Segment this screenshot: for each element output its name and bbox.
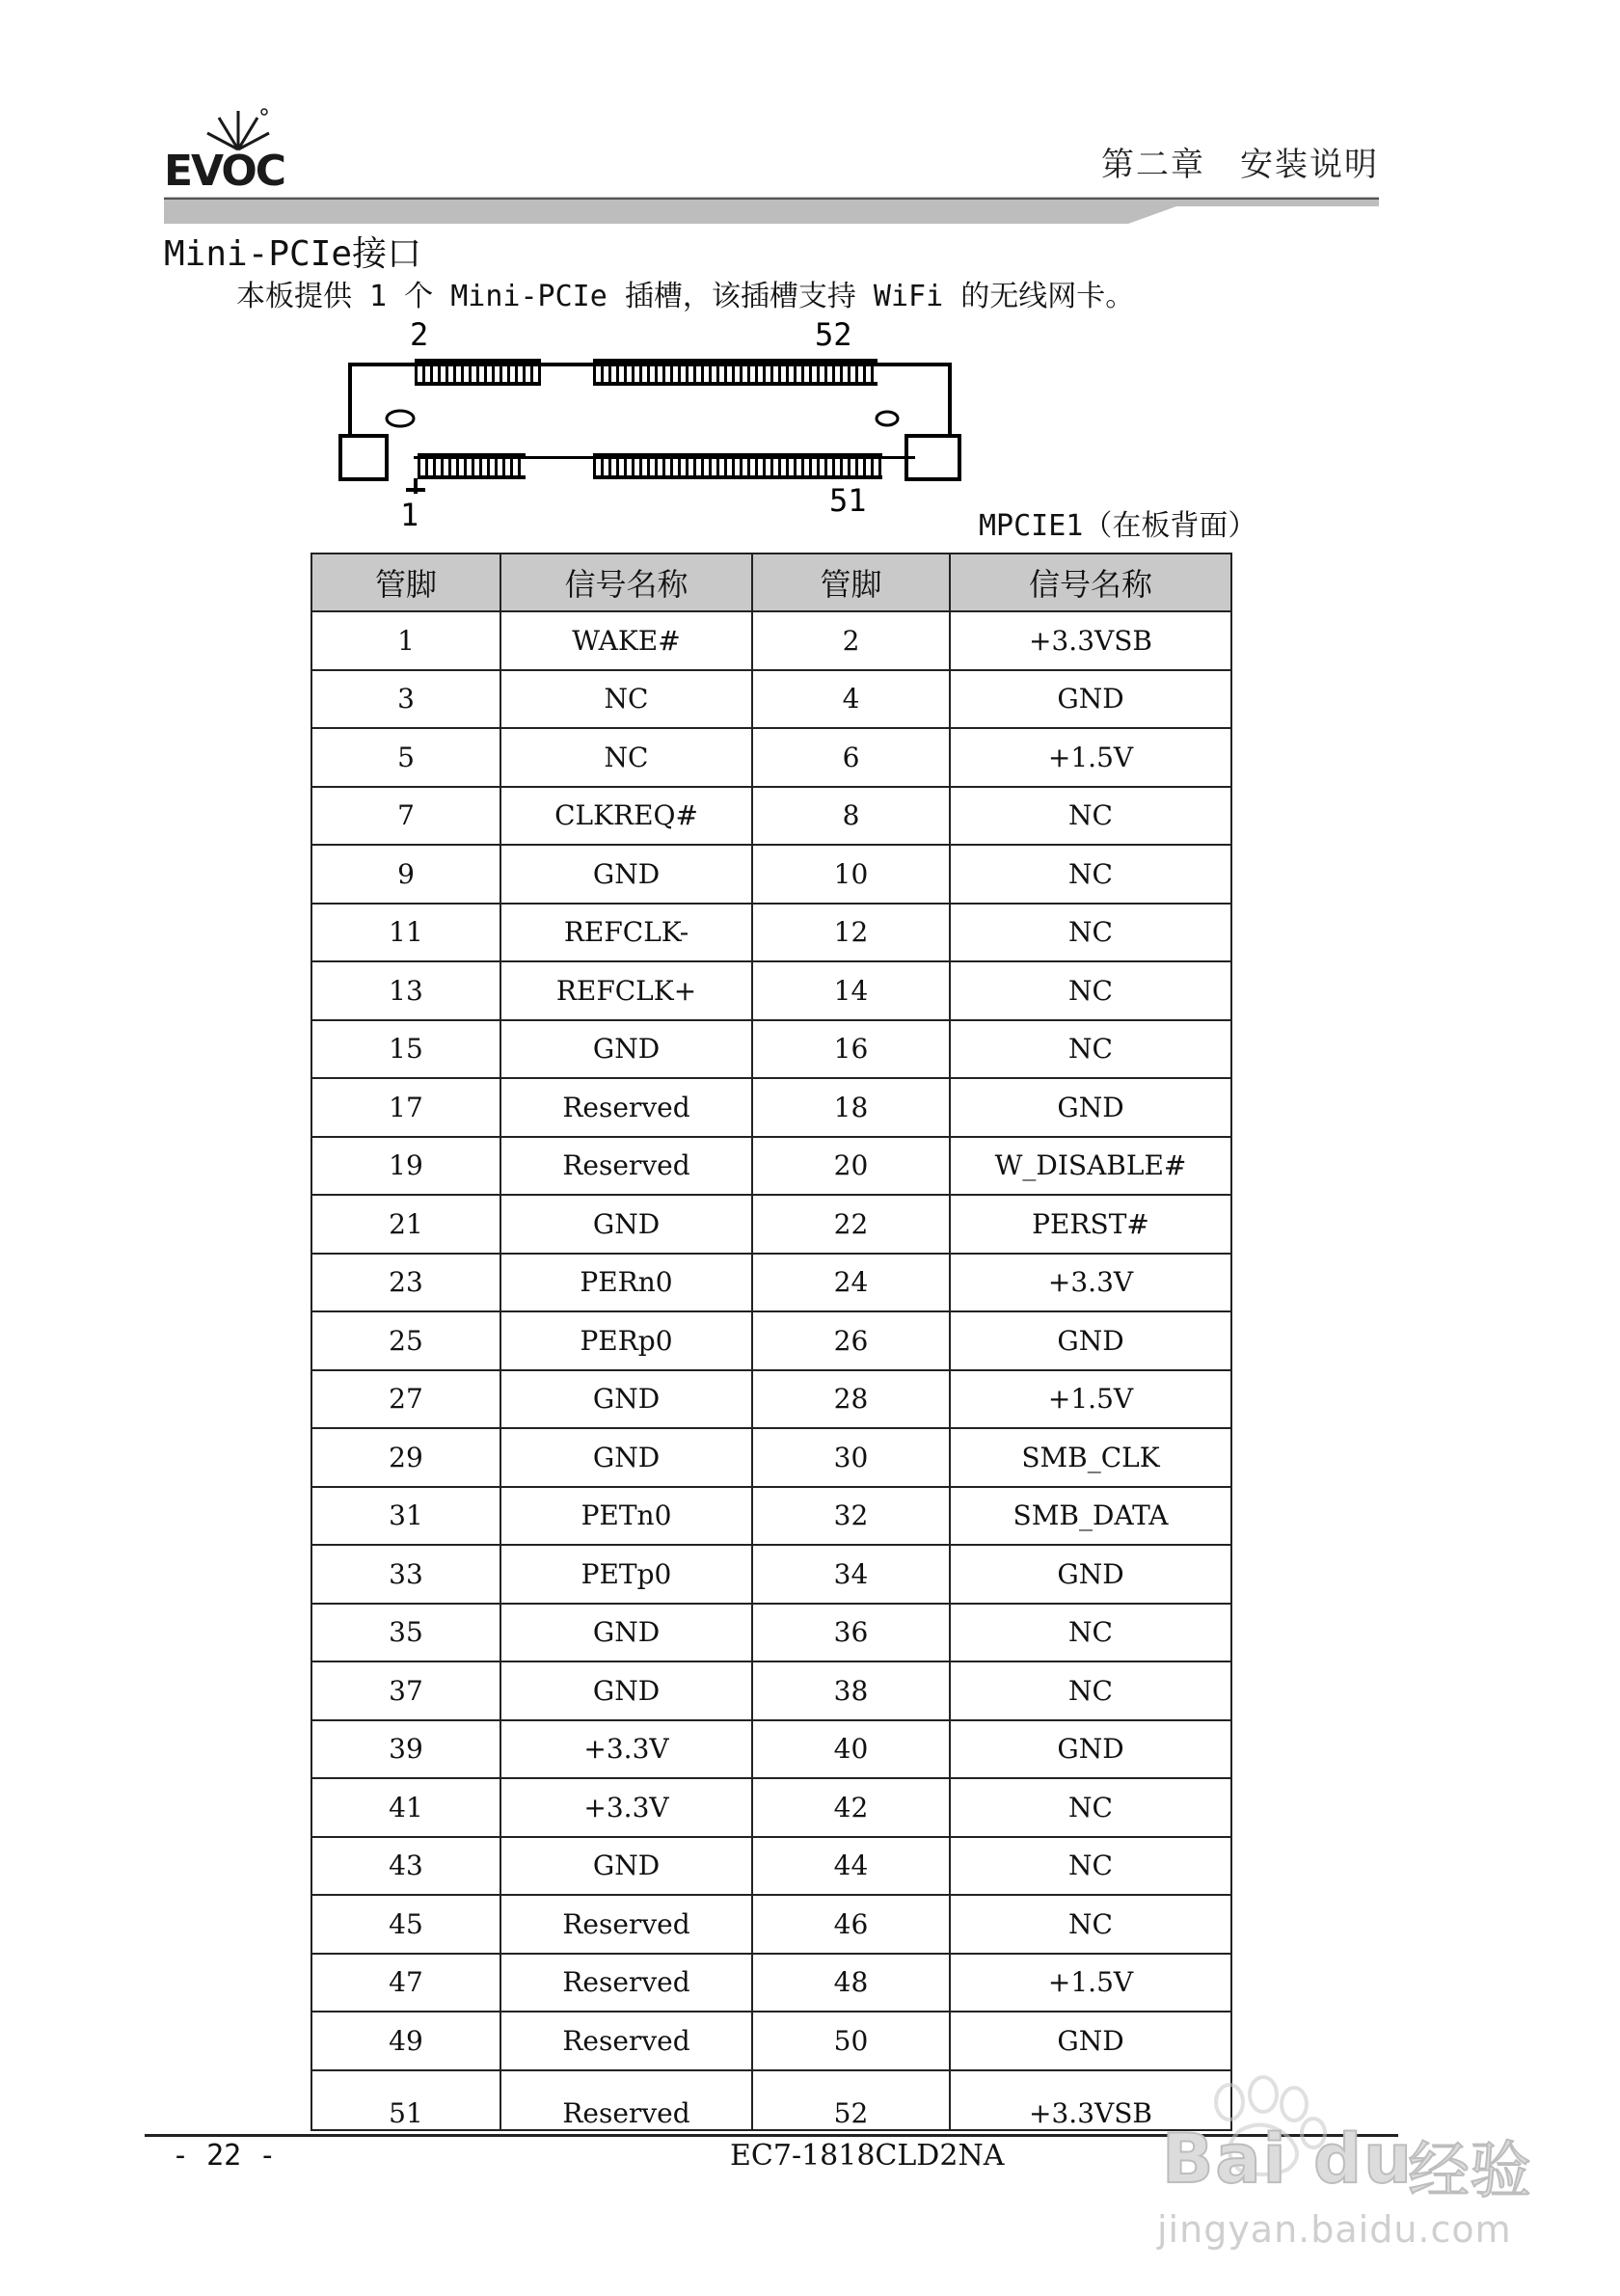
signal-name-cell: PERp0 xyxy=(500,1311,752,1370)
pin-number-cell: 51 xyxy=(311,2070,500,2130)
signal-name-cell: PETp0 xyxy=(500,1545,752,1604)
pin-number-cell: 11 xyxy=(311,904,500,962)
signal-name-cell: REFCLK+ xyxy=(500,961,752,1020)
table-row xyxy=(311,670,1231,729)
pin-number-cell: 9 xyxy=(311,845,500,904)
pin-number-cell: 32 xyxy=(752,1487,950,1546)
pin-number-cell: 49 xyxy=(311,2012,500,2070)
signal-name-cell: Reserved xyxy=(500,2012,752,2070)
signal-name-cell: NC xyxy=(950,1837,1231,1896)
table-row xyxy=(311,1428,1231,1487)
pin-number-cell: 21 xyxy=(311,1195,500,1254)
table-row xyxy=(311,1778,1231,1837)
table-row xyxy=(311,787,1231,846)
table-header-row xyxy=(311,554,1231,611)
signal-name-cell: GND xyxy=(500,1195,752,1254)
pin-number-cell: 25 xyxy=(311,1311,500,1370)
signal-name-cell: GND xyxy=(500,1020,752,1079)
signal-name-cell: +1.5V xyxy=(950,1954,1231,2012)
signal-name-cell: +1.5V xyxy=(950,728,1231,787)
table-row xyxy=(311,1020,1231,1079)
pin-number-cell: 12 xyxy=(752,904,950,962)
signal-name-cell: Reserved xyxy=(500,1895,752,1954)
table-row xyxy=(311,961,1231,1020)
signal-name-cell: NC xyxy=(950,1604,1231,1662)
signal-name-cell: GND xyxy=(500,1604,752,1662)
table-row xyxy=(311,1078,1231,1137)
signal-name-cell: GND xyxy=(500,1837,752,1896)
label-pin-51: 51 xyxy=(829,482,867,519)
signal-name-cell: REFCLK- xyxy=(500,904,752,962)
table-row xyxy=(311,1837,1231,1896)
pin-number-cell: 15 xyxy=(311,1020,500,1079)
signal-name-cell: NC xyxy=(500,728,752,787)
top-pin-row xyxy=(415,359,878,386)
header-pin: 管脚 xyxy=(311,554,500,611)
table-row xyxy=(311,904,1231,962)
table-row xyxy=(311,1545,1231,1604)
pin-number-cell: 46 xyxy=(752,1895,950,1954)
table-row xyxy=(311,2070,1231,2130)
pin-number-cell: 2 xyxy=(752,611,950,670)
signal-name-cell: WAKE# xyxy=(500,611,752,670)
pin-number-cell: 44 xyxy=(752,1837,950,1896)
table-row xyxy=(311,1954,1231,2012)
pin-number-cell: 17 xyxy=(311,1078,500,1137)
pin-number-cell: 52 xyxy=(752,2070,950,2130)
logo-text: EVOC xyxy=(164,147,285,196)
label-pin-2: 2 xyxy=(410,318,429,353)
signal-name-cell: Reserved xyxy=(500,1137,752,1196)
pin-number-cell: 13 xyxy=(311,961,500,1020)
signal-name-cell: Reserved xyxy=(500,1954,752,2012)
pin-number-cell: 34 xyxy=(752,1545,950,1604)
pin-number-cell: 43 xyxy=(311,1837,500,1896)
table-row xyxy=(311,2012,1231,2070)
signal-name-cell: GND xyxy=(950,670,1231,729)
pin-number-cell: 30 xyxy=(752,1428,950,1487)
connector-caption: MPCIE1（在板背面） xyxy=(979,509,1257,543)
pin-number-cell: 19 xyxy=(311,1137,500,1196)
signal-name-cell: SMB_CLK xyxy=(950,1428,1231,1487)
signal-name-cell: Reserved xyxy=(500,1078,752,1137)
label-pin-52: 52 xyxy=(815,318,852,353)
signal-name-cell: GND xyxy=(950,1720,1231,1779)
signal-name-cell: NC xyxy=(950,961,1231,1020)
watermark-url: jingyan.baidu.com xyxy=(1157,2208,1512,2251)
pin-number-cell: 27 xyxy=(311,1370,500,1429)
pin-number-cell: 1 xyxy=(311,611,500,670)
pin-number-cell: 18 xyxy=(752,1078,950,1137)
signal-name-cell: GND xyxy=(500,1428,752,1487)
pin-number-cell: 48 xyxy=(752,1954,950,2012)
pin-number-cell: 40 xyxy=(752,1720,950,1779)
intro-text: 本板提供 1 个 Mini-PCIe 插槽，该插槽支持 WiFi 的无线网卡。 xyxy=(236,280,1135,313)
mini-pcie-connector-diagram xyxy=(333,318,969,530)
header-signal: 信号名称 xyxy=(500,554,752,611)
signal-name-cell: GND xyxy=(950,1311,1231,1370)
signal-name-cell: PERST# xyxy=(950,1195,1231,1254)
left-latch xyxy=(340,436,387,479)
signal-name-cell: +3.3V xyxy=(950,1254,1231,1312)
pin-number-cell: 47 xyxy=(311,1954,500,2012)
signal-name-cell: W_DISABLE# xyxy=(950,1137,1231,1196)
page-number: - 22 - xyxy=(172,2139,277,2173)
signal-name-cell: NC xyxy=(950,1661,1231,1720)
signal-name-cell: NC xyxy=(950,787,1231,846)
table-row xyxy=(311,728,1231,787)
signal-name-cell: GND xyxy=(950,1545,1231,1604)
signal-name-cell: CLKREQ# xyxy=(500,787,752,846)
pin-assignment-table xyxy=(310,553,1232,2131)
signal-name-cell: +3.3V xyxy=(500,1778,752,1837)
pin-number-cell: 33 xyxy=(311,1545,500,1604)
table-row xyxy=(311,1311,1231,1370)
header-rule xyxy=(164,193,1379,231)
pin-number-cell: 23 xyxy=(311,1254,500,1312)
pin-number-cell: 22 xyxy=(752,1195,950,1254)
table-row xyxy=(311,611,1231,670)
table-row xyxy=(311,1720,1231,1779)
pin-number-cell: 3 xyxy=(311,670,500,729)
signal-name-cell: +3.3VSB xyxy=(950,611,1231,670)
header-pin: 管脚 xyxy=(752,554,950,611)
signal-name-cell: +3.3VSB xyxy=(950,2070,1231,2130)
pin-number-cell: 39 xyxy=(311,1720,500,1779)
table-row xyxy=(311,1895,1231,1954)
signal-name-cell: NC xyxy=(950,1895,1231,1954)
signal-name-cell: GND xyxy=(950,1078,1231,1137)
pin-number-cell: 36 xyxy=(752,1604,950,1662)
table-row xyxy=(311,1254,1231,1312)
table-row xyxy=(311,1370,1231,1429)
pin-number-cell: 7 xyxy=(311,787,500,846)
evoc-logo xyxy=(164,106,289,196)
pin-number-cell: 29 xyxy=(311,1428,500,1487)
signal-name-cell: NC xyxy=(950,1020,1231,1079)
chapter-heading: 第二章 安装说明 xyxy=(1101,146,1379,184)
signal-name-cell: PERn0 xyxy=(500,1254,752,1312)
pin-number-cell: 6 xyxy=(752,728,950,787)
signal-name-cell: Reserved xyxy=(500,2070,752,2130)
signal-name-cell: NC xyxy=(500,670,752,729)
table-row xyxy=(311,1137,1231,1196)
table-row xyxy=(311,1487,1231,1546)
signal-name-cell: GND xyxy=(500,845,752,904)
signal-name-cell: NC xyxy=(950,1778,1231,1837)
pin-number-cell: 45 xyxy=(311,1895,500,1954)
pin-number-cell: 14 xyxy=(752,961,950,1020)
table-row xyxy=(311,1661,1231,1720)
table-row xyxy=(311,1195,1231,1254)
pin-number-cell: 26 xyxy=(752,1311,950,1370)
signal-name-cell: NC xyxy=(950,845,1231,904)
pin-number-cell: 35 xyxy=(311,1604,500,1662)
label-pin-1: 1 xyxy=(400,497,419,530)
pin-number-cell: 20 xyxy=(752,1137,950,1196)
pin-number-cell: 50 xyxy=(752,2012,950,2070)
signal-name-cell: NC xyxy=(950,904,1231,962)
pin-number-cell: 37 xyxy=(311,1661,500,1720)
header-signal: 信号名称 xyxy=(950,554,1231,611)
pin-number-cell: 41 xyxy=(311,1778,500,1837)
table-body xyxy=(311,611,1231,2130)
model-number: EC7-1818CLD2NA xyxy=(730,2139,1005,2173)
signal-name-cell: GND xyxy=(500,1370,752,1429)
pin-number-cell: 5 xyxy=(311,728,500,787)
watermark-brand: Bai du xyxy=(1162,2120,1414,2199)
pin-number-cell: 8 xyxy=(752,787,950,846)
signal-name-cell: GND xyxy=(500,1661,752,1720)
pin-number-cell: 28 xyxy=(752,1370,950,1429)
pin-number-cell: 38 xyxy=(752,1661,950,1720)
signal-name-cell: +3.3V xyxy=(500,1720,752,1779)
watermark-brand-cn: 经验 xyxy=(1408,2136,1531,2207)
pin-number-cell: 31 xyxy=(311,1487,500,1546)
pin-number-cell: 24 xyxy=(752,1254,950,1312)
signal-name-cell: SMB_DATA xyxy=(950,1487,1231,1546)
signal-name-cell: GND xyxy=(950,2012,1231,2070)
signal-name-cell: +1.5V xyxy=(950,1370,1231,1429)
pin-number-cell: 10 xyxy=(752,845,950,904)
signal-name-cell: PETn0 xyxy=(500,1487,752,1546)
pin-number-cell: 16 xyxy=(752,1020,950,1079)
section-title: Mini-PCIe接口 xyxy=(164,234,422,274)
pin-number-cell: 42 xyxy=(752,1778,950,1837)
pin-number-cell: 4 xyxy=(752,670,950,729)
table-row xyxy=(311,1604,1231,1662)
table-row xyxy=(311,845,1231,904)
